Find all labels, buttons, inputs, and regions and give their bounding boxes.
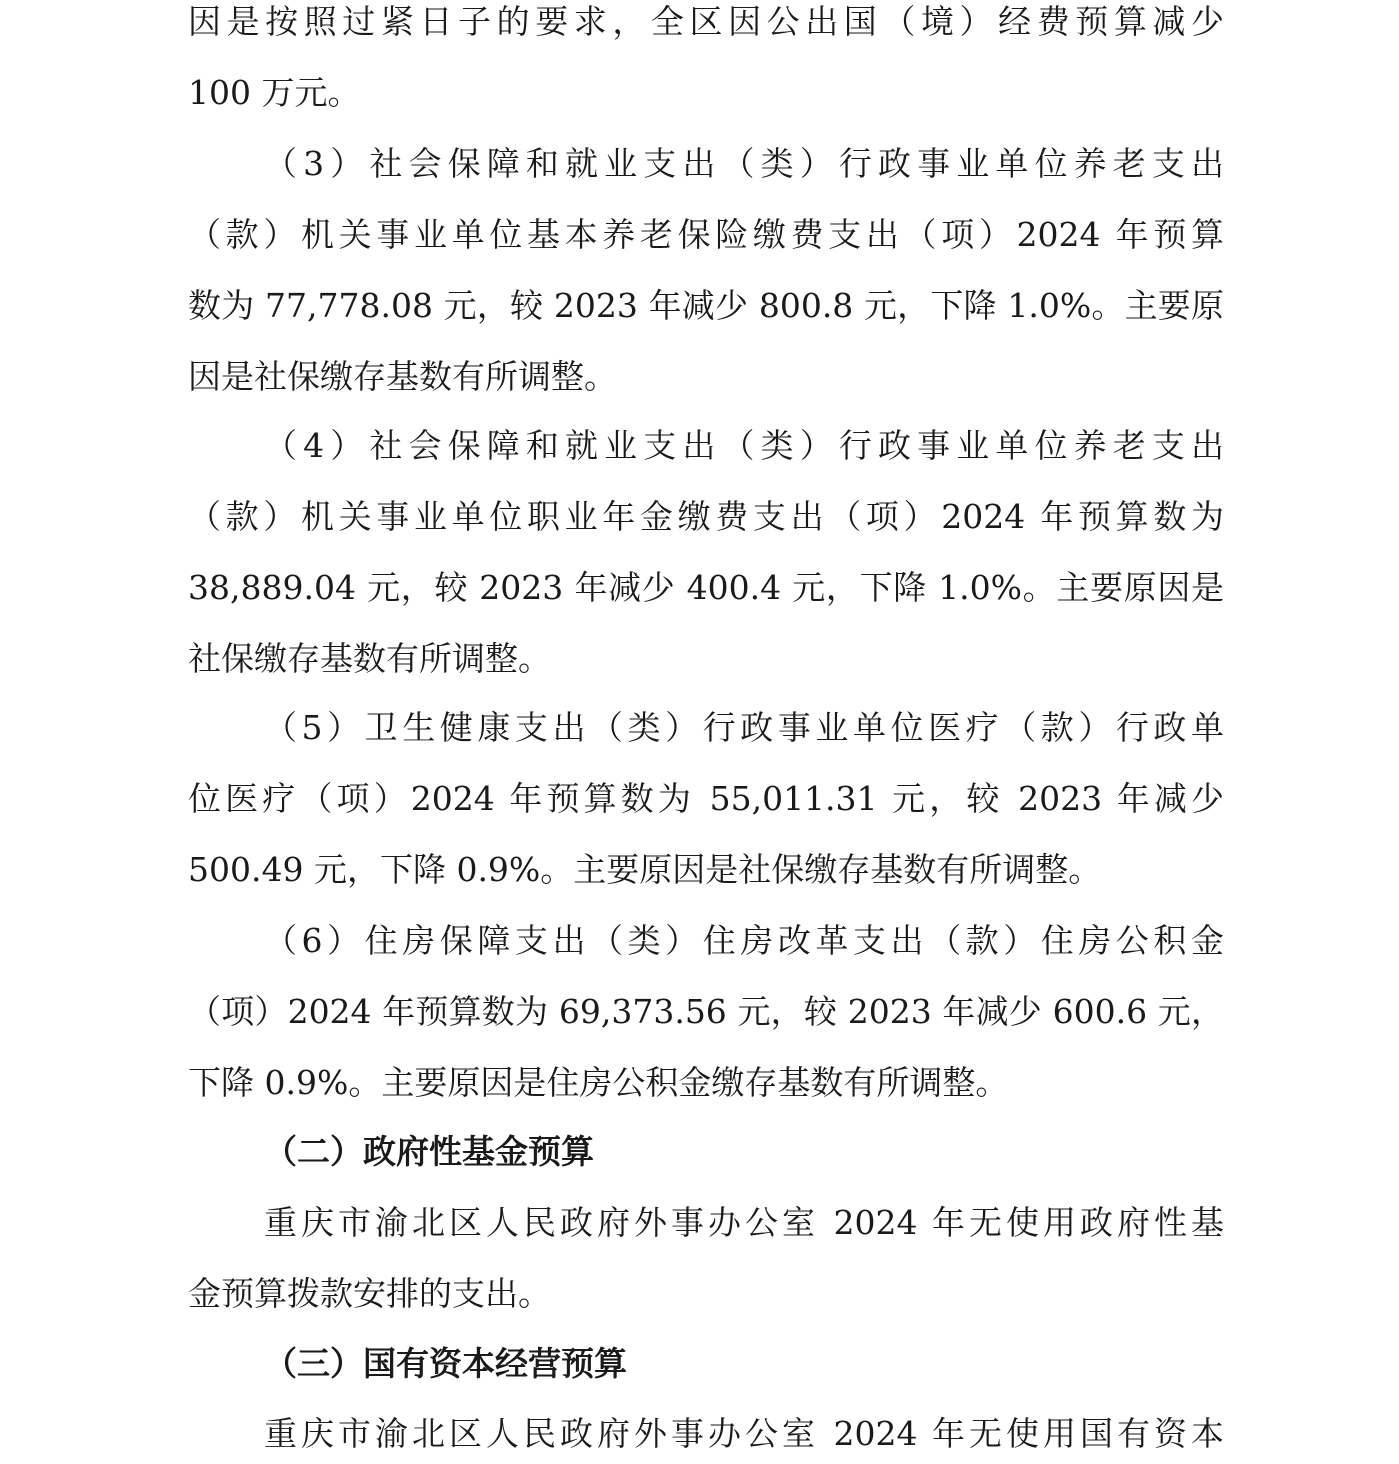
text-line: （3）社会保障和就业支出（类）行政事业单位养老支出	[264, 144, 1224, 183]
text-line: 重庆市渝北区人民政府外事办公室 2024 年无使用政府性基	[264, 1203, 1224, 1242]
text-line: 因是按照过紧日子的要求，全区因公出国（境）经费预算减少	[188, 2, 1224, 41]
text-line: （款）机关事业单位职业年金缴费支出（项）2024 年预算数为	[188, 497, 1224, 536]
text-line: 100 万元。	[188, 73, 361, 112]
text-line: 金预算拨款安排的支出。	[188, 1274, 551, 1313]
text-line: 500.49 元，下降 0.9%。主要原因是社保缴存基数有所调整。	[188, 850, 1102, 889]
text-line: 位医疗（项）2024 年预算数为 55,011.31 元，较 2023 年减少	[188, 779, 1224, 818]
text-line: 下降 0.9%。主要原因是住房公积金缴存基数有所调整。	[188, 1063, 1009, 1102]
section-heading: （二）政府性基金预算	[264, 1132, 594, 1171]
text-line: （项）2024 年预算数为 69,373.56 元，较 2023 年减少 600.6 元，	[188, 992, 1224, 1031]
text-line: 因是社保缴存基数有所调整。	[188, 357, 617, 396]
section-heading: （三）国有资本经营预算	[264, 1344, 627, 1383]
text-line: 社保缴存基数有所调整。	[188, 639, 551, 678]
text-line: 数为 77,778.08 元，较 2023 年减少 800.8 元，下降 1.0%。主要原	[188, 286, 1224, 325]
text-line: （5）卫生健康支出（类）行政事业单位医疗（款）行政单	[264, 708, 1224, 747]
text-line: （6）住房保障支出（类）住房改革支出（款）住房公积金	[264, 921, 1224, 960]
text-line: 重庆市渝北区人民政府外事办公室 2024 年无使用国有资本	[264, 1414, 1224, 1453]
text-line: （4）社会保障和就业支出（类）行政事业单位养老支出	[264, 426, 1224, 465]
text-line: 38,889.04 元，较 2023 年减少 400.4 元，下降 1.0%。主要原因是	[188, 568, 1224, 607]
text-line: （款）机关事业单位基本养老保险缴费支出（项）2024 年预算	[188, 215, 1224, 254]
